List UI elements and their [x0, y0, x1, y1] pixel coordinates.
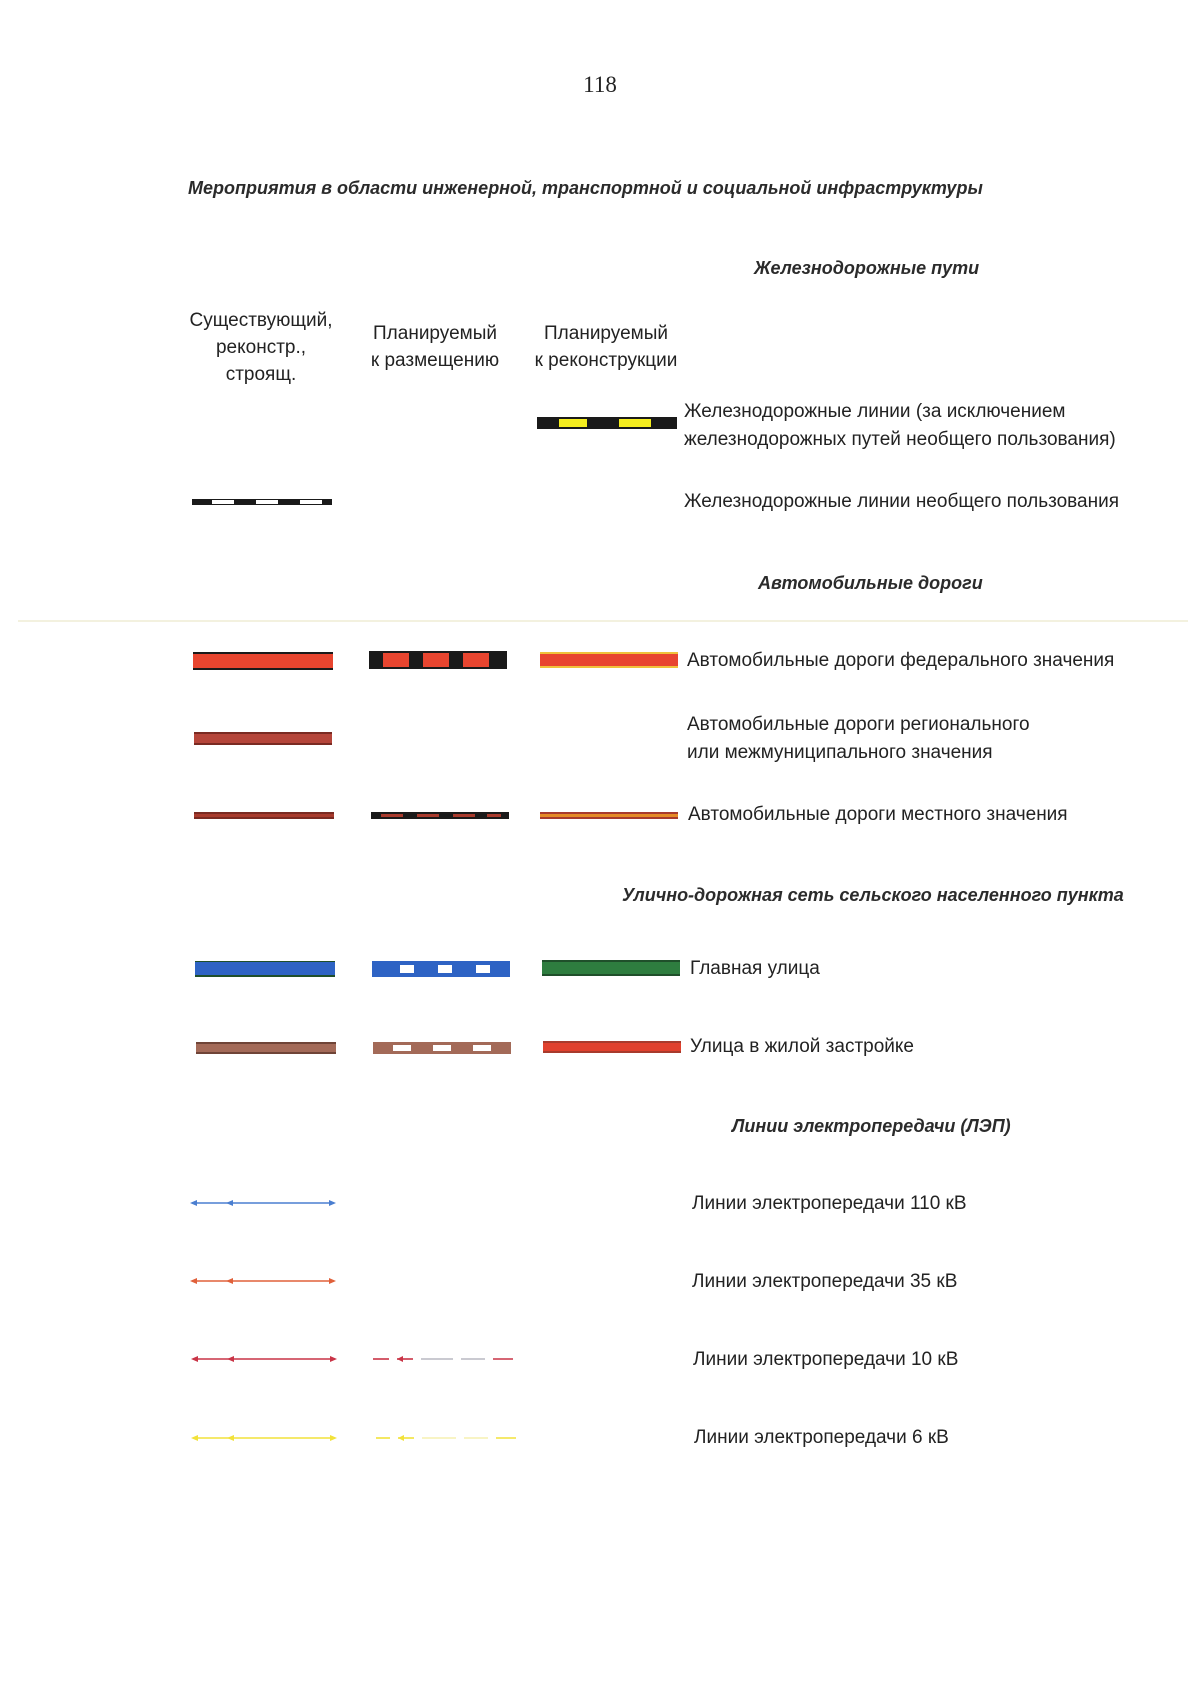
road-local-reconstruction-symbol: [540, 812, 678, 819]
street-main-planned-symbol: [372, 961, 510, 977]
road-local-existing-symbol: [194, 812, 334, 819]
street-main-reconstruction-symbol: [542, 960, 680, 976]
column-header-planned-placement: Планируемый к размещению: [370, 323, 500, 371]
page-title: Мероприятия в области инженерной, транспортной и социальной инфраструктуры: [188, 178, 983, 198]
column-header-existing: Существующий, реконстр., строящ.: [189, 310, 333, 385]
power-35-existing-symbol: [190, 1275, 336, 1287]
power-10-planned-symbol: [373, 1353, 513, 1365]
power-10-existing-symbol: [191, 1353, 337, 1365]
legend-label-road-regional: Автомобильные дороги регионального или межмуниципального значения: [687, 714, 1030, 763]
road-regional-existing-symbol: [194, 732, 332, 745]
legend-label-street-residential: Улица в жилой застройке: [690, 1036, 915, 1057]
column-header-planned-reconstruction: Планируемый к реконструкции: [534, 323, 678, 371]
street-residential-existing-symbol: [196, 1042, 336, 1054]
section-title-railways: Железнодорожные пути: [754, 258, 980, 278]
section-title-streets: Улично-дорожная сеть сельского населенного пункта: [622, 885, 1124, 905]
legend-label-power-35: Линии электропередачи 35 кВ: [692, 1271, 958, 1292]
legend-label-power-10: Линии электропередачи 10 кВ: [693, 1349, 959, 1370]
power-6-planned-symbol: [376, 1432, 516, 1444]
railway-nonpublic-symbol: [192, 499, 332, 505]
road-federal-reconstruction-symbol: [540, 652, 678, 668]
power-6-existing-symbol: [191, 1432, 337, 1444]
section-title-roads: Автомобильные дороги: [758, 573, 983, 593]
railway-line-symbol: [537, 417, 677, 429]
legend-label-railway-nonpublic: Железнодорожные линии необщего пользования: [684, 491, 1119, 512]
street-residential-reconstruction-symbol: [543, 1041, 681, 1053]
legend-label-power-6: Линии электропередачи 6 кВ: [694, 1427, 949, 1448]
page-number: 118: [583, 72, 617, 97]
legend-label-power-110: Линии электропередачи 110 кВ: [692, 1193, 967, 1214]
legend-label-street-main: Главная улица: [690, 958, 820, 979]
page-fold-line: [18, 620, 1188, 622]
road-federal-planned-symbol: [369, 651, 507, 669]
legend-label-road-local: Автомобильные дороги местного значения: [688, 804, 1068, 825]
power-110-existing-symbol: [190, 1197, 336, 1209]
road-federal-existing-symbol: [193, 652, 333, 670]
legend-label-road-federal: Автомобильные дороги федерального значения: [687, 650, 1115, 671]
section-title-power: Линии электропередачи (ЛЭП): [732, 1116, 1011, 1136]
legend-label-railway-public: Железнодорожные линии (за исключением железнодорожных путей необщего пользования): [684, 401, 1116, 450]
street-main-existing-symbol: [195, 961, 335, 977]
road-local-planned-symbol: [371, 812, 509, 819]
street-residential-planned-symbol: [373, 1042, 511, 1054]
